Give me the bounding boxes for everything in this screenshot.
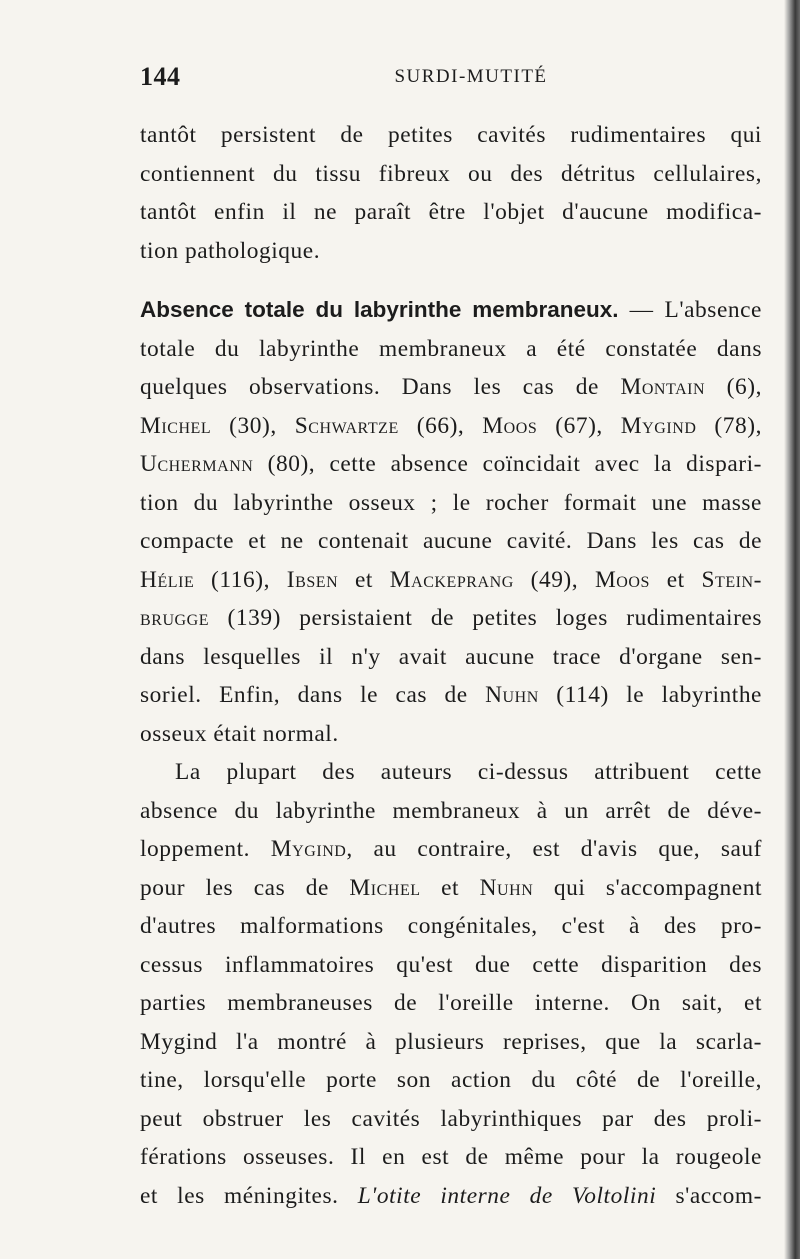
body-line: peut obstruer les cavités labyrinthiques par des proli-	[140, 1105, 762, 1132]
body-line: tion pathologique.	[140, 237, 321, 264]
body-line: dans lesquelles il n'y avait aucune trace d'organe sen-	[140, 643, 762, 670]
page-number: 144	[140, 62, 181, 91]
page-body	[140, 116, 762, 1215]
page-edge-shadow	[784, 0, 800, 1259]
body-line: d'autres malformations congénitales, c'est à des pro-	[140, 913, 762, 939]
section-heading-line	[140, 291, 762, 330]
body-line: tion du labyrinthe osseux ; le rocher formait une masse	[140, 489, 762, 516]
page-header	[140, 62, 772, 96]
body-line: cessus inflammatoires qu'est due cette disparition des	[140, 951, 762, 978]
body-line: brugge (139) persistaient de petites loges rudimentaires	[140, 605, 762, 631]
author-name: Montain	[620, 374, 706, 400]
body-line: Uchermann (80), cette absence coïncidait avec la dispari-	[140, 451, 762, 477]
section-heading: Absence totale du labyrinthe membraneux.	[140, 297, 619, 322]
body-line: osseux était normal.	[140, 720, 339, 747]
body-line: pour les cas de Michel et Nuhn qui s'accompagnent	[140, 874, 762, 901]
body-line: loppement. Mygind, au contraire, est d'avis que, sauf	[140, 836, 763, 862]
body-line: quelques observations. Dans les cas de Montain (6),	[140, 374, 762, 400]
body-line: soriel. Enfin, dans le cas de Nuhn (114) le labyrinthe	[140, 682, 762, 708]
body-line: tantôt enfin il ne paraît être l'objet d'aucune modifica-	[140, 199, 762, 225]
section-heading-tail: — L'absence	[618, 297, 762, 323]
body-line: Mygind l'a montré à plusieurs reprises, que la scarla-	[140, 1028, 762, 1055]
body-line: contiennent du tissu fibreux ou des détritus cellulaires,	[140, 160, 762, 187]
body-line: totale du labyrinthe membraneux a été constatée dans	[140, 335, 762, 362]
body-line: tantôt persistent de petites cavités rudimentaires qui	[140, 122, 762, 148]
body-line: absence du labyrinthe membraneux à un arrêt de déve-	[140, 797, 762, 824]
body-line: compacte et ne contenait aucune cavité. Dans les cas de	[140, 528, 762, 554]
italic-title: L'otite interne de Voltolini	[357, 1182, 657, 1209]
body-line: Michel (30), Schwartze (66), Moos (67), Mygind (78),	[140, 412, 762, 439]
body-line: La plupart des auteurs ci-dessus attribuent cette	[175, 759, 762, 785]
running-head: SURDI-MUTITÉ	[394, 66, 548, 87]
body-line: férations osseuses. Il en est de même pour la rougeole	[140, 1144, 762, 1170]
body-line: parties membraneuses de l'oreille interne. On sait, et	[140, 990, 762, 1016]
body-line: et les méningites. L'otite interne de Voltolini s'accom-	[140, 1182, 762, 1209]
body-line: tine, lorsqu'elle porte son action du côté de l'oreille,	[140, 1067, 762, 1093]
body-line: Hélie (116), Ibsen et Mackeprang (49), Moos et Stein-	[140, 566, 762, 593]
